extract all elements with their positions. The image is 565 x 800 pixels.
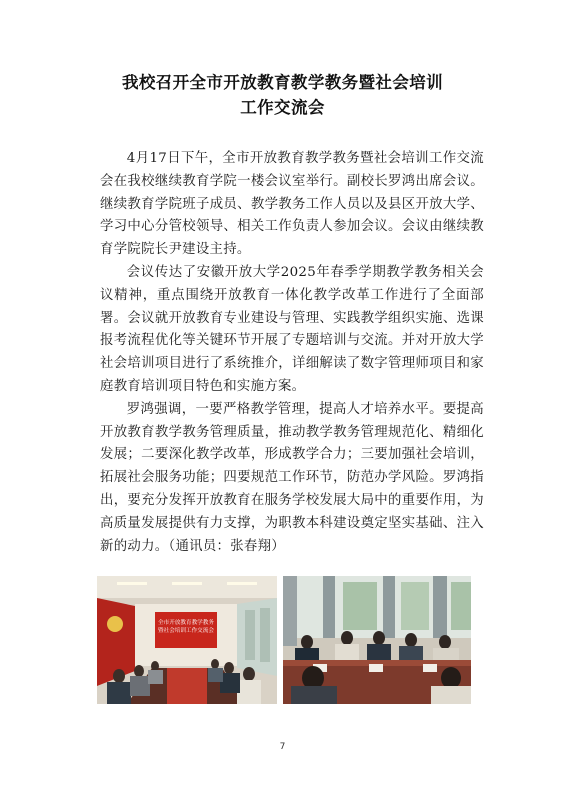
page-number: 7 xyxy=(279,742,286,752)
meeting-photo-table xyxy=(283,576,471,704)
banner-text-line-1: 全市开放教育教学教务 xyxy=(158,620,214,626)
paragraph-3: 罗鸿强调，一要严格教学管理，提高人才培养水平。要提高开放教育教学教务管理质量，推动教学教务管理规范化、精细化发展；二要深化教学改革，形成教学合力；三要加强社会培训，拓展社会服务功能；四要规范工作环节，防范办学风险。罗鸿指出，要充分发挥开放教育在服务学校发展大局中的重要作用，为高质量发展提供有力支撑，为职教本科建设奠定坚实基础、注入新的动力。（通讯员：张春翔） xyxy=(100,401,484,554)
article-title-line-2: 工作交流会 xyxy=(240,98,325,117)
paragraph-1: 4月17日下午，全市开放教育教学教务暨社会培训工作交流会在我校继续教育学院一楼会议室举行。副校长罗鸿出席会议。继续教育学院班子成员、教学教务工作人员以及县区开放大学、学习中心分管校领导、相关工作负责人参加会议。会议由继续教育学院院长尹建设主持。 xyxy=(100,151,484,258)
article-title-line-1: 我校召开全市开放教育教学教务暨社会培训 xyxy=(121,73,444,92)
banner-text-line-2: 暨社会培训工作交流会 xyxy=(158,628,214,634)
meeting-photo-banner xyxy=(97,576,277,704)
meeting-photo-table-image xyxy=(283,576,471,704)
paragraph-2: 会议传达了安徽开放大学2025年春季学期教学教务相关会议精神，重点围绕开放教育一体化教学改革工作进行了全面部署。会议就开放教育专业建设与管理、实践教学组织实施、选课报考流程优化等关键环节开展了专题培训与交流。并对开放大学社会培训项目进行了系统推介，详细解读了数字管理师项目和家庭教育培训项目特色和实施方案。 xyxy=(100,264,484,394)
meeting-photo-banner-image xyxy=(97,576,277,704)
article-body xyxy=(100,148,484,558)
photo-row xyxy=(97,576,471,704)
